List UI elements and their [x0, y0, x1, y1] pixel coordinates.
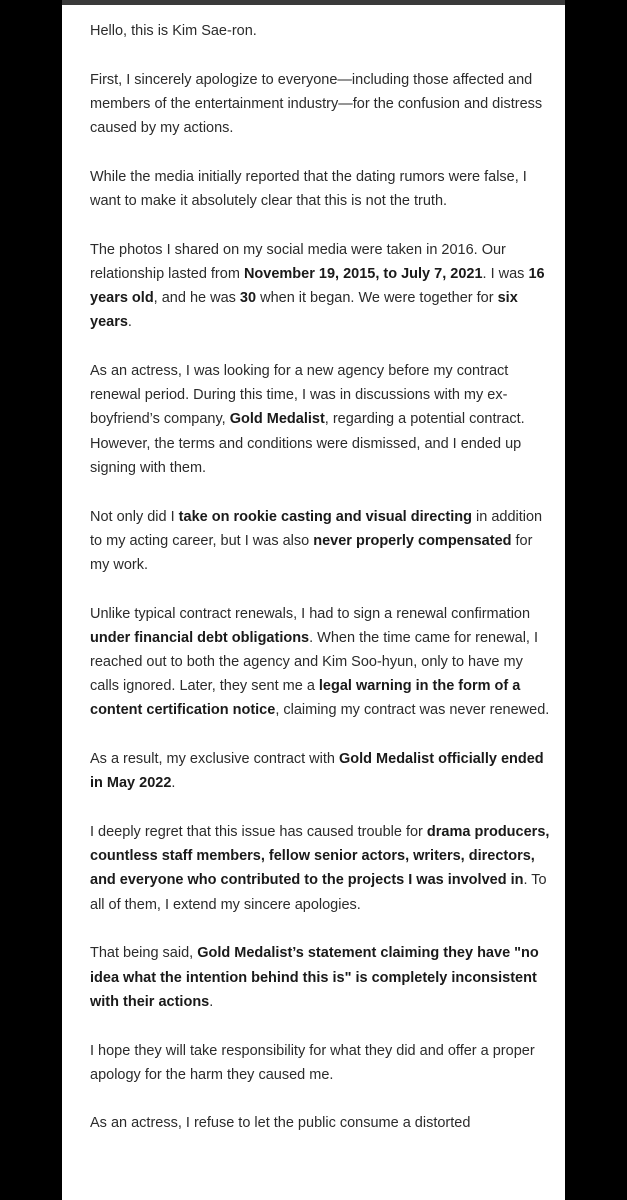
- text-run: Hello, this is Kim Sae-ron.: [90, 23, 257, 39]
- text-run: The photos I shared on my social media were taken in 2016. Our relationship lasted from: [90, 241, 506, 282]
- paragraph: [90, 1039, 550, 1087]
- bold-text-run: legal warning in the form of a content certification notice: [90, 678, 521, 719]
- text-run: . When the time came for renewal, I reached out to both the agency and Kim Soo-hyun, only to have my calls ignored. Later, they sent me a: [90, 629, 538, 695]
- text-run: That being said,: [90, 945, 198, 962]
- text-run: .: [171, 775, 176, 792]
- paragraph: [90, 1111, 550, 1135]
- text-run: , and he was: [153, 290, 240, 307]
- bold-text-run: six years: [90, 290, 518, 331]
- paragraph: [90, 238, 550, 335]
- paragraph: [90, 941, 550, 1014]
- bold-text-run: under financial debt obligations: [90, 629, 310, 646]
- bold-text-run: drama producers, countless staff members, fellow senior actors, writers, directors, and everyone who contributed to the projects I was involved in: [90, 824, 550, 889]
- text-run: As an actress, I was looking for a new agency before my contract renewal period. During this time, I was in discussions with my ex-boyfriend’s company,: [90, 363, 509, 428]
- text-run: when it began. We were together for: [256, 290, 498, 307]
- text-run: Unlike typical contract renewals, I had to sign a renewal confirmation: [90, 605, 531, 622]
- text-run: Not only did I: [90, 508, 179, 525]
- text-run: . I was: [482, 265, 529, 282]
- bold-text-run: Gold Medalist’s statement claiming they have "no idea what the intention behind this is" is completely inconsistent with their actions: [90, 945, 539, 1010]
- text-run: , regarding a potential contract. However, the terms and conditions were dismissed, and I ended up signing with them.: [90, 411, 525, 476]
- text-run: As a result, my exclusive contract with: [90, 751, 339, 768]
- text-run: for my work.: [90, 532, 533, 573]
- text-run: .: [209, 993, 214, 1010]
- bold-text-run: 30: [239, 290, 257, 307]
- document-body: [90, 19, 550, 1160]
- text-run: First, I sincerely apologize to everyone—including those affected and members of the entertainment industry—for the confusion and distress caused by my actions.: [90, 71, 543, 137]
- text-run: I deeply regret that this issue has caused trouble for: [90, 824, 427, 841]
- paragraph: [90, 165, 550, 213]
- text-run: .: [127, 314, 132, 331]
- bold-text-run: 16 years old: [90, 265, 545, 307]
- bold-text-run: November 19, 2015, to July 7, 2021: [243, 265, 483, 282]
- text-run: I hope they will take responsibility for what they did and offer a proper apology for the harm they caused me.: [90, 1042, 535, 1083]
- document-page: [62, 0, 565, 1200]
- text-run: While the media initially reported that the dating rumors were false, I want to make it absolutely clear that this is not the truth.: [90, 168, 527, 210]
- text-run: in addition to my acting career, but I was also: [90, 508, 543, 549]
- bold-text-run: take on rookie casting and visual directing: [178, 508, 472, 525]
- text-run: . To all of them, I extend my sincere apologies.: [90, 872, 547, 913]
- paragraph: [90, 747, 550, 795]
- bold-text-run: Gold Medalist: [229, 411, 325, 428]
- paragraph: [90, 820, 550, 917]
- top-bar: [62, 0, 565, 5]
- paragraph: [90, 19, 550, 43]
- paragraph: [90, 505, 550, 578]
- text-run: , claiming my contract was never renewed.: [275, 702, 550, 719]
- bold-text-run: never properly compensated: [313, 532, 512, 549]
- bold-text-run: Gold Medalist officially ended in May 2022: [90, 751, 544, 792]
- paragraph: [90, 602, 550, 723]
- paragraph: [90, 68, 550, 141]
- paragraph: [90, 359, 550, 480]
- text-run: As an actress, I refuse to let the public consume a distorted: [90, 1115, 471, 1132]
